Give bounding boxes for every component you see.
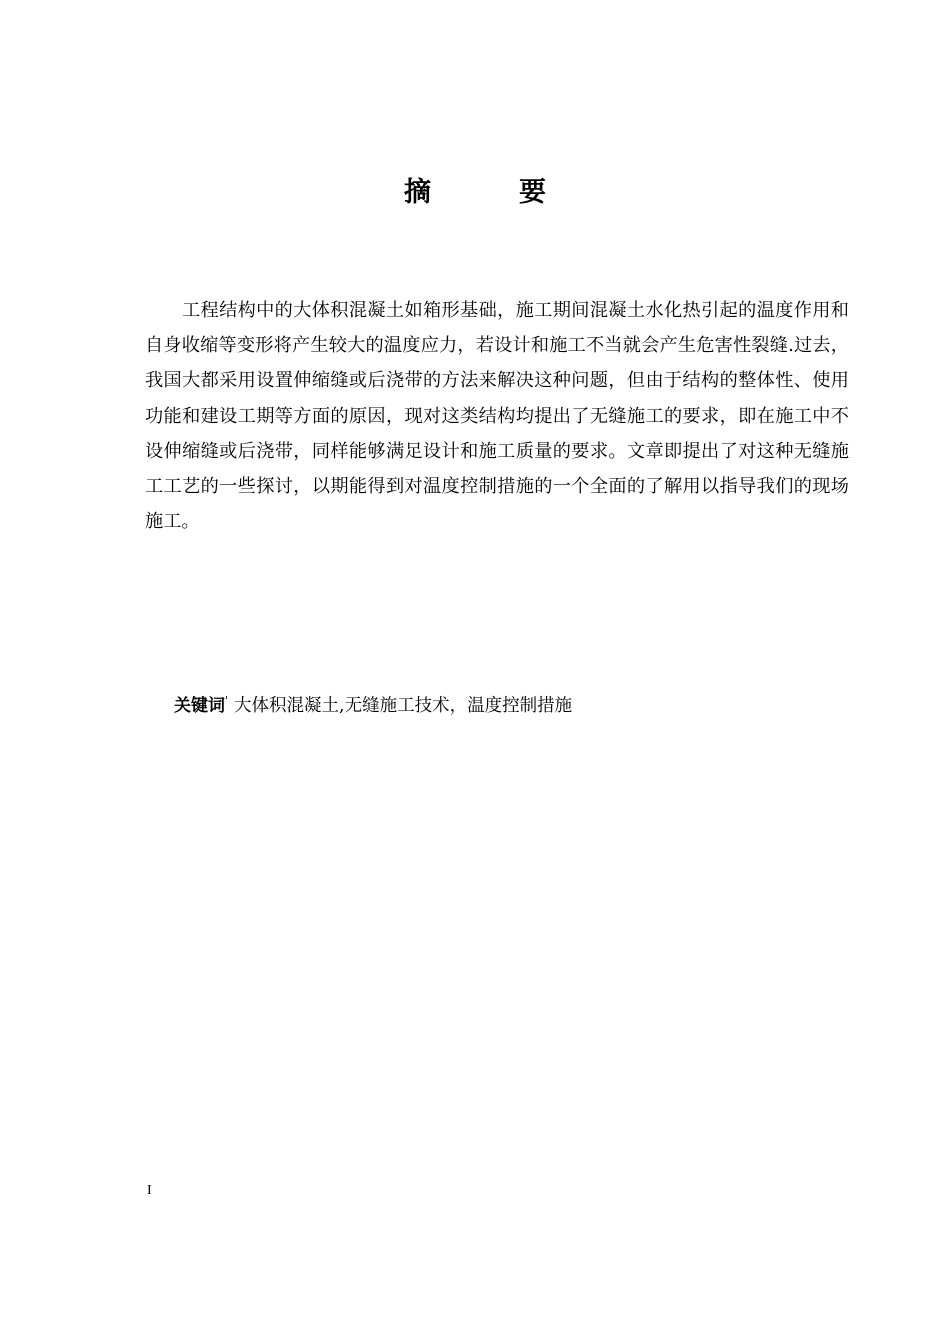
keywords-line [174,687,572,720]
abstract-title-char-2: 要 [519,177,546,208]
page-number: I [147,1183,152,1198]
abstract-body: 工程结构中的大体积混凝土如箱形基础，施工期间混凝土水化热引起的温度作用和自身收缩等变形将产生较大的温度应力，若设计和施工不当就会产生危害性裂缝.过去，我国大都采用设置伸缩缝或后浇带的方法来解决这种问题，但由于结构的整体性、使用功能和建设工期等方面的原因，现对这类结构均提出了无缝施工的要求，即在施工中不设伸缩缝或后浇带，同样能够满足设计和施工质量的要求。文章即提出了对这种无缝施工工艺的一些探讨，以期能得到对温度控制措施的一个全面的了解用以指导我们的现场施工。 [145,300,849,533]
keywords-text: 大体积混凝土,无缝施工技术，温度控制措施 [234,695,573,716]
abstract-title [0,173,950,213]
abstract-title-char-1: 摘 [404,177,431,208]
keywords-separator: ' [225,694,229,707]
keywords-label: 关键词 [174,695,225,716]
